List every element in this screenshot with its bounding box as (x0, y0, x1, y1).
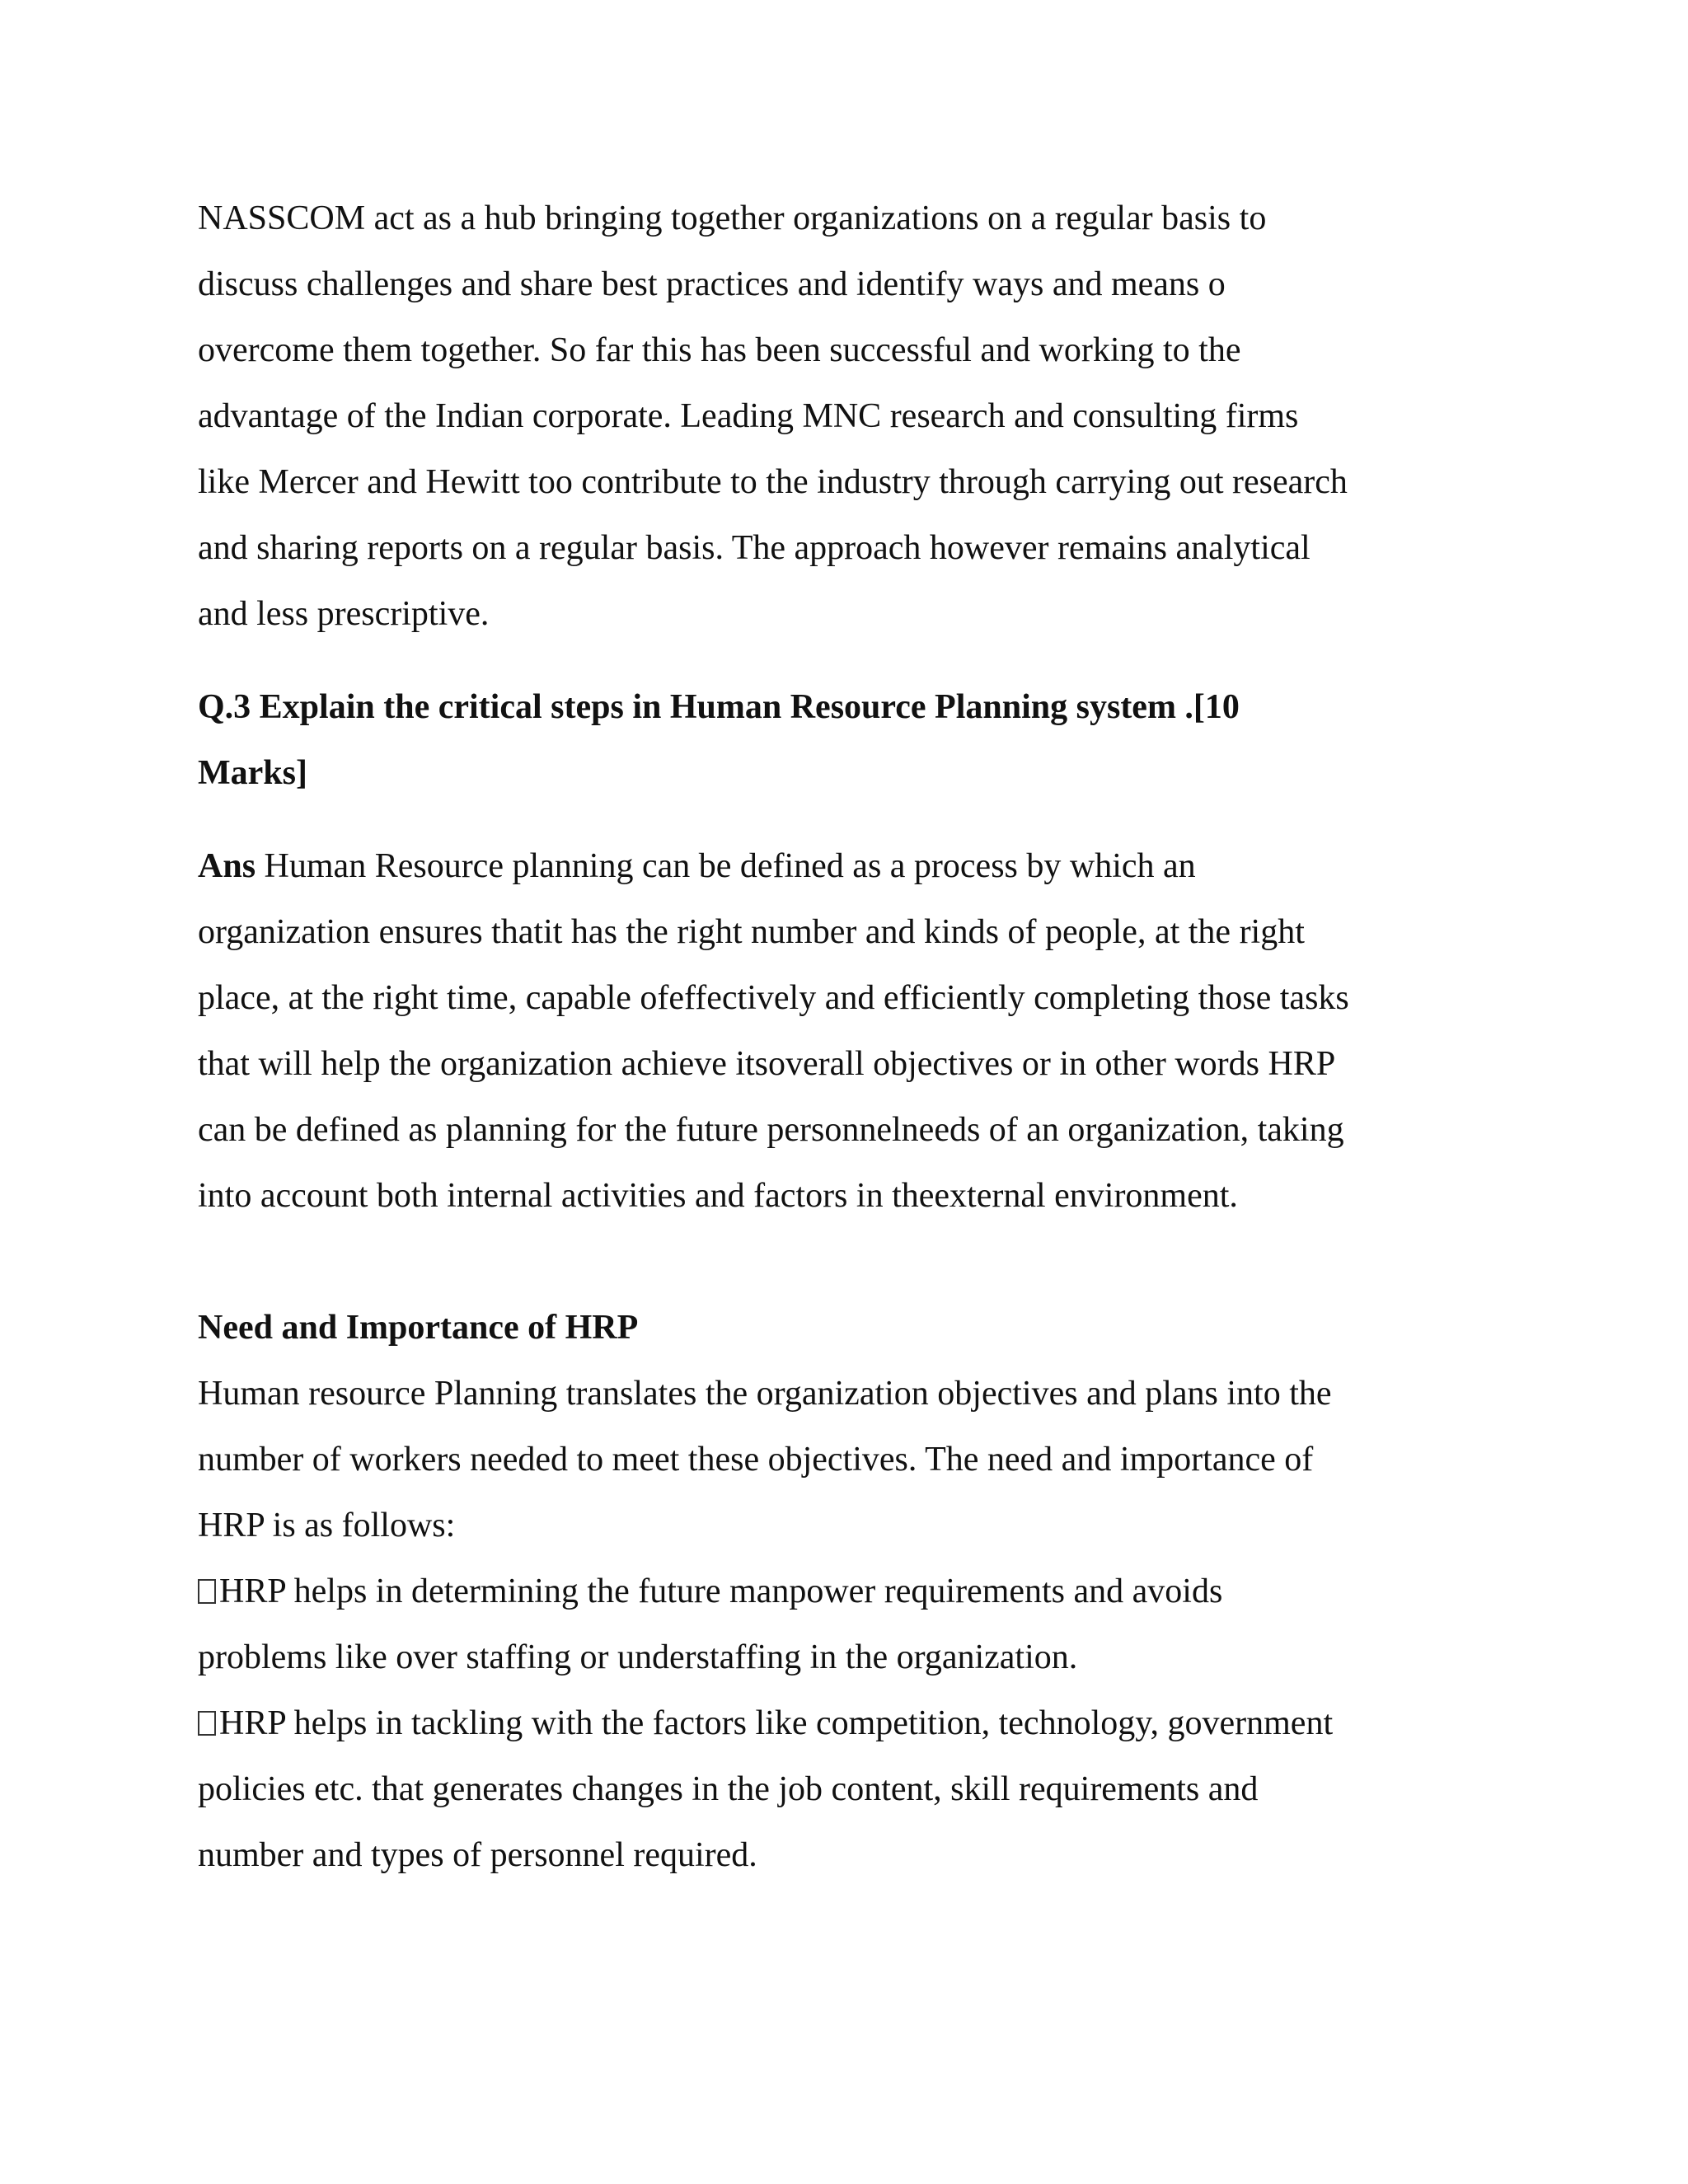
question-heading: Q.3 Explain the critical steps in Human Resource Planning system .[10 (198, 688, 1240, 726)
section-line: Human resource Planning translates the organization objectives and plans into the (198, 1375, 1332, 1413)
answer-first-line (198, 843, 1196, 889)
intro-line: like Mercer and Hewitt too contribute to the industry through carrying out research (198, 463, 1348, 501)
section-line: number of workers needed to meet these objectives. The need and importance of (198, 1441, 1314, 1479)
intro-line: discuss challenges and share best practices and identify ways and means o (198, 265, 1226, 303)
section-line: HRP is as follows: (198, 1507, 456, 1544)
bullet-item (198, 1568, 1222, 1615)
bullet-continuation: policies etc. that generates changes in the job content, skill requirements and (198, 1770, 1259, 1808)
missing-glyph-bullet-icon (198, 1711, 216, 1736)
bullet-item (198, 1700, 1333, 1746)
answer-line: organization ensures thatit has the right number and kinds of people, at the right (198, 913, 1305, 951)
bullet-text: HRP helps in determining the future manpower requirements and avoids (219, 1572, 1223, 1610)
answer-label: Ans (198, 847, 256, 885)
intro-line: NASSCOM act as a hub bringing together organizations on a regular basis to (198, 199, 1267, 237)
intro-line: overcome them together. So far this has been successful and working to the (198, 331, 1241, 369)
answer-line: into account both internal activities and factors in theexternal environment. (198, 1177, 1238, 1215)
bullet-text: HRP helps in tackling with the factors like competition, technology, government (219, 1704, 1334, 1742)
question-heading: Marks] (198, 754, 307, 792)
missing-glyph-bullet-icon (198, 1579, 216, 1604)
intro-line: and sharing reports on a regular basis. The approach however remains analytical (198, 529, 1311, 567)
section-heading: Need and Importance of HRP (198, 1309, 639, 1347)
bullet-continuation: problems like over staffing or understaffing in the organization. (198, 1638, 1078, 1676)
answer-text: Human Resource planning can be defined as a process by which an (256, 847, 1196, 885)
answer-line: that will help the organization achieve itsoverall objectives or in other words HRP (198, 1045, 1336, 1083)
answer-line: place, at the right time, capable ofeffectively and efficiently completing those tasks (198, 979, 1349, 1017)
intro-line: and less prescriptive. (198, 595, 490, 633)
intro-line: advantage of the Indian corporate. Leading MNC research and consulting firms (198, 397, 1299, 435)
bullet-continuation: number and types of personnel required. (198, 1836, 757, 1874)
answer-line: can be defined as planning for the future personnelneeds of an organization, taking (198, 1111, 1344, 1149)
